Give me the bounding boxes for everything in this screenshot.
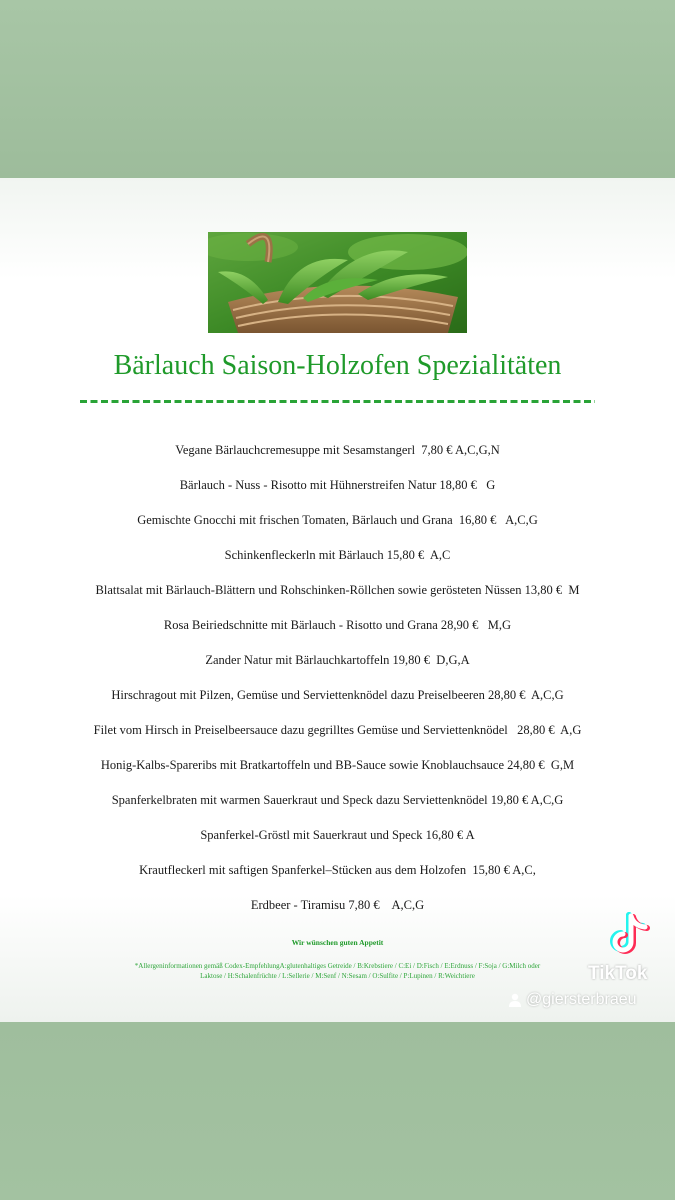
background-top	[0, 0, 675, 178]
tiktok-brand-text: TikTok	[588, 963, 648, 984]
menu-item: Krautfleckerl mit saftigen Spanferkel–Stücken aus dem Holzofen 15,80 € A,C,	[139, 863, 536, 877]
handle-text: @giersterbraeu	[526, 991, 637, 1008]
background-bottom	[0, 1022, 675, 1200]
allergen-info	[70, 961, 605, 981]
dashed-divider	[80, 400, 595, 403]
menu-item: Schinkenfleckerln mit Bärlauch 15,80 € A,C	[224, 548, 451, 562]
account-handle	[508, 991, 637, 1009]
menu-item: Hirschragout mit Pilzen, Gemüse und Serviettenknödel dazu Preiselbeeren 28,80 € A,C,G	[111, 688, 564, 702]
menu-item: Zander Natur mit Bärlauchkartoffeln 19,80 € D,G,A	[205, 653, 470, 667]
menu-item: Spanferkelbraten mit warmen Sauerkraut und Speck dazu Serviettenknödel 19,80 € A,C,G	[111, 793, 564, 807]
allergen-line: *Allergeninformationen gemäß Codex-EmpfehlungA:glutenhaltiges Getreide / B:Krebstiere / C:Ei / D:Fisch / E:Erdnuss / F:Soja / G:Milch oder	[134, 962, 541, 970]
menu-item: Honig-Kalbs-Spareribs mit Bratkartoffeln und BB-Sauce sowie Knoblauchsauce 24,80 € G,M	[100, 758, 575, 772]
allergen-line: Laktose / H:Schalenfrüchte / L:Sellerie / M:Senf / N:Sesam / O:Sulfite / P:Lupinen / R:Weichtiere	[200, 972, 475, 980]
tiktok-logo-icon	[604, 910, 650, 960]
wild-garlic-basket-image	[208, 232, 467, 333]
menu-item: Vegane Bärlauchcremesuppe mit Sesamstangerl 7,80 € A,C,G,N	[175, 443, 500, 457]
menu-item: Erdbeer - Tiramisu 7,80 € A,C,G	[250, 898, 425, 912]
menu-item: Filet vom Hirsch in Preiselbeersauce dazu gegrilltes Gemüse und Serviettenknödel 28,80 € A,G	[93, 723, 582, 737]
menu-item: Spanferkel-Gröstl mit Sauerkraut und Speck 16,80 € A	[200, 828, 475, 842]
menu-title: Bärlauch Saison-Holzofen Spezialitäten	[113, 350, 562, 381]
menu-item: Bärlauch - Nuss - Risotto mit Hühnerstreifen Natur 18,80 € G	[179, 478, 496, 492]
appetit-note: Wir wünschen guten Appetit	[291, 938, 384, 947]
menu-item: Blattsalat mit Bärlauch-Blättern und Rohschinken-Röllchen sowie gerösteten Nüssen 13,80 € M	[95, 583, 580, 597]
menu-item: Rosa Beiriedschnitte mit Bärlauch - Risotto und Grana 28,90 € M,G	[163, 618, 512, 632]
menu-page	[0, 178, 675, 1022]
menu-item: Gemischte Gnocchi mit frischen Tomaten, Bärlauch und Grana 16,80 € A,C,G	[137, 513, 538, 527]
user-icon	[508, 993, 522, 1007]
